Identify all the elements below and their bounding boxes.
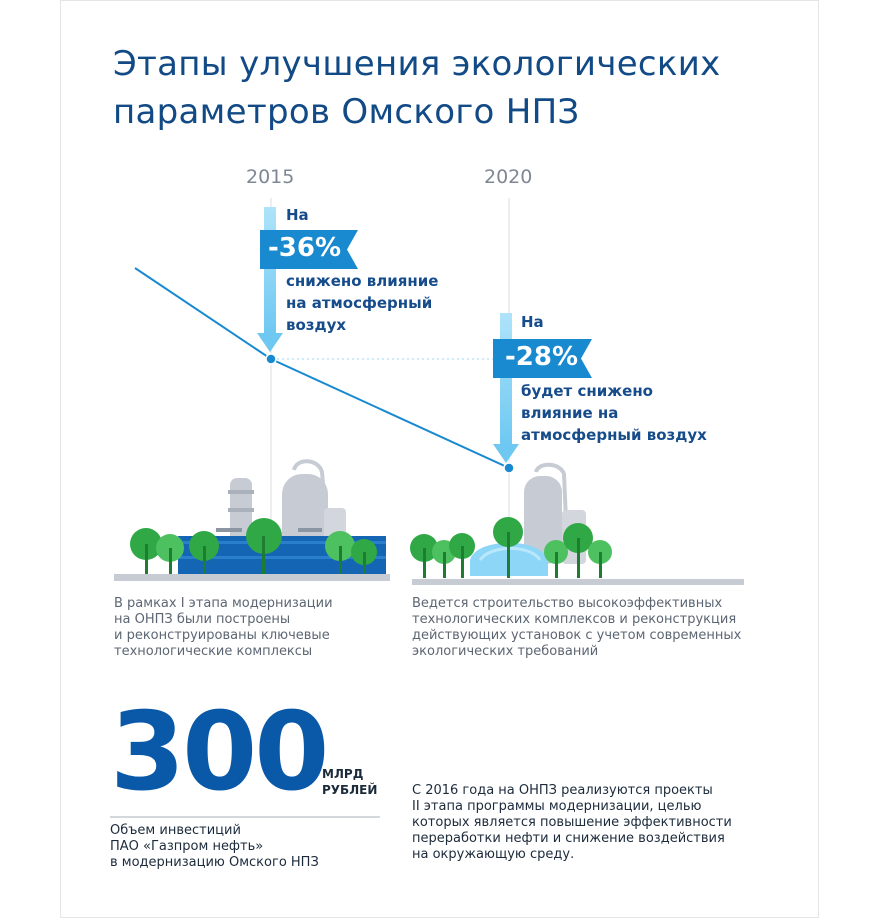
phase2-line2: II этапа программы модернизации, целью [412, 799, 702, 814]
phase2-line3: которых является повышение эффективности [412, 815, 732, 830]
stage2-desc-line1: будет снижено [521, 382, 653, 400]
investment-desc-line1: Объем инвестиций [110, 823, 241, 838]
title-line-1: Этапы улучшения экологических [113, 44, 721, 84]
stage1-caption [114, 596, 333, 660]
stage1-caption-line2: на ОНПЗ были построены [114, 612, 291, 627]
stage1-desc-line1: снижено влияние [286, 272, 439, 290]
stage2-caption-line3: действующих установок с учетом современных [412, 628, 742, 643]
stage2-desc-line3: атмосферный воздух [521, 426, 707, 444]
investment-amount: 300 [110, 690, 327, 815]
investment-desc-line3: в модернизацию Омского НПЗ [110, 855, 319, 870]
phase2-line1: С 2016 года на ОНПЗ реализуются проекты [412, 783, 713, 798]
stage2-description [521, 380, 707, 446]
phase2-description [412, 783, 732, 863]
stage1-desc-line2: на атмосферный [286, 294, 433, 312]
year-2020: 2020 [484, 166, 533, 188]
refinery-scene-2015-icon [114, 461, 390, 581]
down-arrow-2-icon [493, 313, 519, 463]
stage2-desc-line2: влияние на [521, 404, 619, 422]
stage1-prefix: На [286, 206, 309, 224]
stage1-caption-line1: В рамках I этапа модернизации [114, 596, 333, 611]
refinery-scene-2020-icon [410, 465, 744, 585]
phase2-line4: переработки нефти и снижение воздействия [412, 831, 725, 846]
investment-desc-line2: ПАО «Газпром нефть» [110, 839, 264, 854]
year-2015: 2015 [246, 166, 295, 188]
investment-unit-line1: МЛРД [322, 767, 364, 781]
stage1-desc-line3: воздух [286, 316, 347, 334]
stage2-value: -28% [505, 342, 579, 372]
trend-point-2020 [504, 463, 514, 473]
stage1-value: -36% [268, 233, 342, 263]
down-arrow-1-icon [257, 207, 283, 352]
stage1-caption-line3: и реконструированы ключевые [114, 628, 330, 643]
stage2-caption-line1: Ведется строительство высокоэффективных [412, 596, 723, 611]
phase2-line5: на окружающую среду. [412, 847, 575, 862]
title-line-2: параметров Омского НПЗ [113, 92, 580, 132]
stage2-caption [412, 596, 741, 660]
stage2-caption-line2: технологических комплексов и реконструкция [412, 612, 737, 627]
stage1-description [286, 270, 438, 336]
investment-unit [322, 766, 377, 798]
trend-point-2015 [266, 354, 276, 364]
stage2-caption-line4: экологических требований [412, 644, 599, 659]
stage1-caption-line4: технологические комплексы [114, 644, 313, 659]
investment-unit-line2: РУБЛЕЙ [322, 783, 378, 797]
stage2-prefix: На [521, 313, 544, 331]
investment-description [110, 823, 319, 871]
